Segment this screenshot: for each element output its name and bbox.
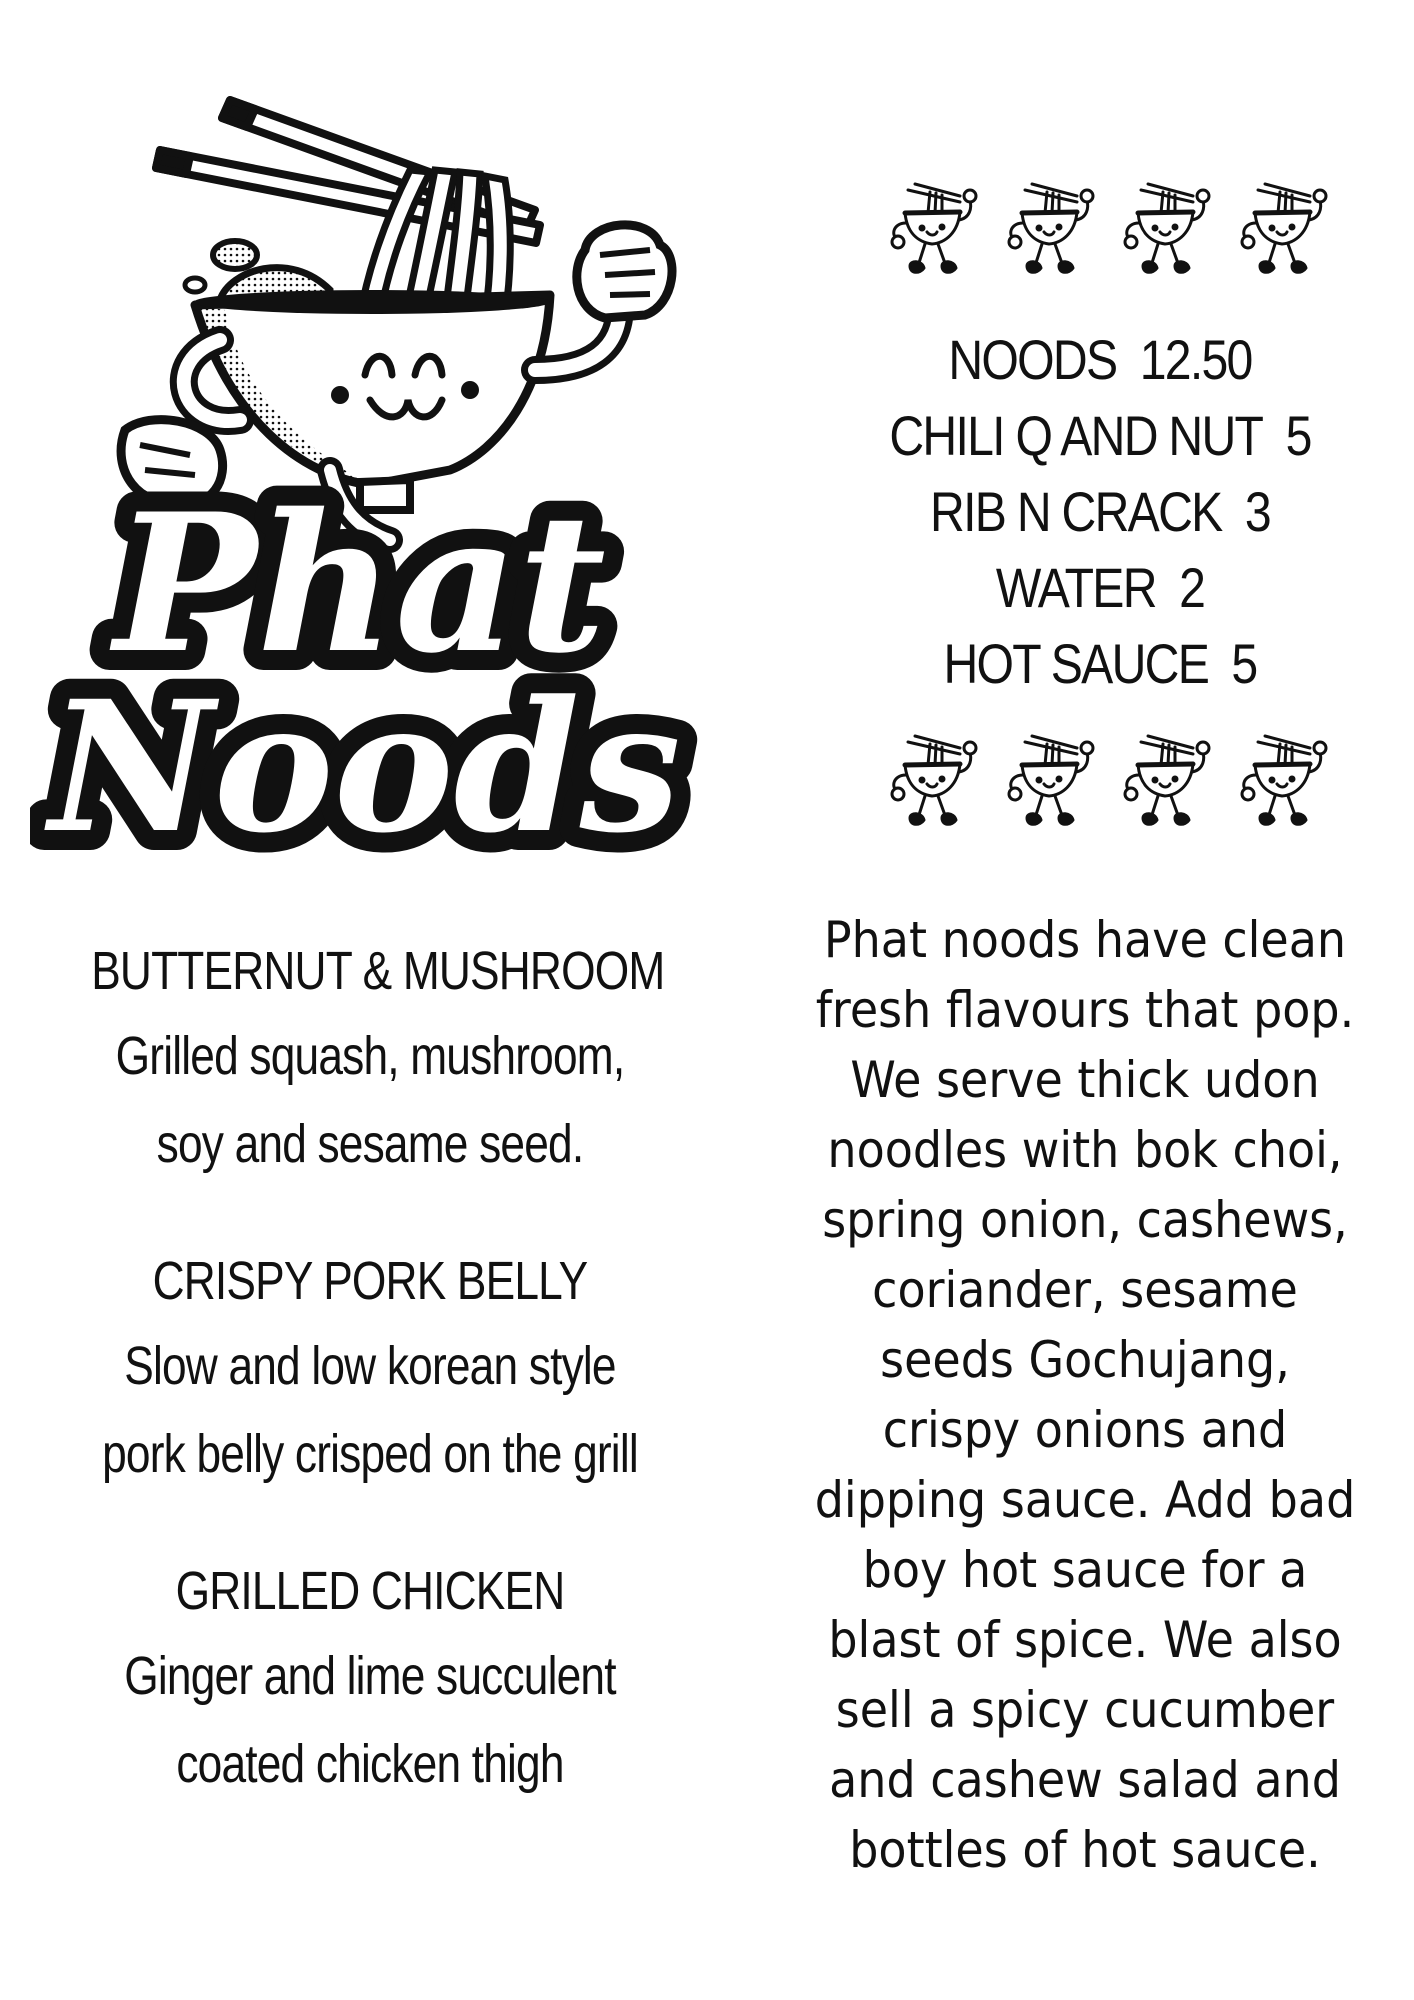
- price-value: 5: [1285, 404, 1311, 467]
- dish-description-line: Ginger and lime succulent: [124, 1646, 616, 1706]
- dish-description-line: soy and sesame seed.: [156, 1114, 584, 1174]
- noodle-bowl-mascot-icon: [880, 178, 980, 288]
- logo-line1: Phat: [114, 472, 606, 695]
- dish-description-line: Grilled squash, mushroom,: [115, 1026, 625, 1086]
- dish-description-line: pork belly crisped on the grill: [102, 1424, 638, 1484]
- dish-description-line: Slow and low korean style: [124, 1336, 616, 1396]
- noodle-bowl-mascot-icon: [1113, 178, 1213, 288]
- noodle-bowl-logo-icon: [30, 90, 700, 890]
- mascot-row-top: [880, 178, 1330, 288]
- price-item: CHILI Q AND NUT: [889, 404, 1263, 467]
- dish-description-line: coated chicken thigh: [176, 1734, 564, 1794]
- noodle-bowl-mascot-icon: [1230, 730, 1330, 840]
- dish-crispy-pork-belly: [30, 1240, 710, 1498]
- price-row-noods: [868, 322, 1332, 398]
- price-value: 5: [1231, 632, 1257, 695]
- logo-line2: Noods: [49, 662, 681, 873]
- about-description: Phat noods have clean fresh flavours that pop. We serve thick udon noodles with bok choi, spring onion, cashews, coriander, sesame seeds Gochujang, crispy onions and dipping sauce. Add bad boy hot sauce for a blast of spice. We also sell a spicy cucumber and cashew salad and bottles of hot sauce.: [814, 911, 1356, 1879]
- price-value: 2: [1179, 556, 1205, 619]
- noodle-bowl-mascot-icon: [997, 178, 1097, 288]
- dish-name: BUTTERNUT & MUSHROOM: [91, 941, 665, 1001]
- price-item: HOT SAUCE: [943, 632, 1209, 695]
- price-row-hot-sauce: [868, 626, 1332, 702]
- noodle-bowl-mascot-icon: [1113, 730, 1213, 840]
- price-row-chili: [868, 398, 1332, 474]
- dish-name: GRILLED CHICKEN: [175, 1561, 565, 1621]
- price-value: 3: [1244, 480, 1270, 543]
- dish-name: CRISPY PORK BELLY: [152, 1251, 588, 1311]
- price-value: 12.50: [1139, 328, 1252, 391]
- noodle-bowl-mascot-icon: [997, 730, 1097, 840]
- price-item: WATER: [995, 556, 1156, 619]
- dish-butternut-mushroom: [30, 930, 710, 1188]
- noodle-bowl-mascot-icon: [1230, 178, 1330, 288]
- noodle-bowl-mascot-icon: [880, 730, 980, 840]
- mascot-row-bottom: [880, 730, 1330, 840]
- phat-noods-logo: [30, 90, 700, 890]
- price-row-water: [868, 550, 1332, 626]
- price-item: NOODS: [948, 328, 1117, 391]
- price-item: RIB N CRACK: [930, 480, 1222, 543]
- dish-menu: [30, 930, 710, 1860]
- price-list: [830, 322, 1370, 702]
- price-row-rib: [868, 474, 1332, 550]
- dish-grilled-chicken: [30, 1550, 710, 1808]
